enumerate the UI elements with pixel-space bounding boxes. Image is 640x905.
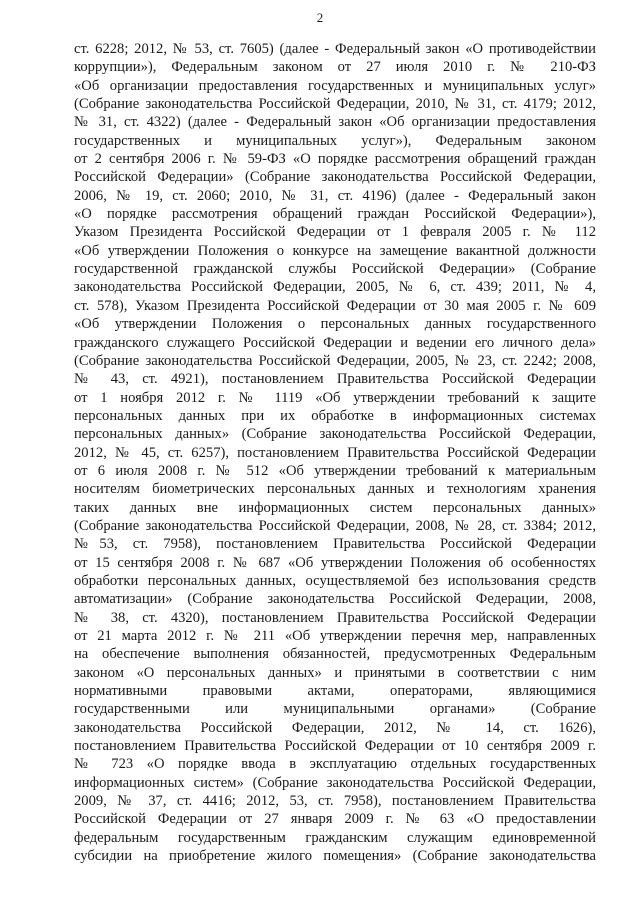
body-text-line: таких данных вне информационных систем персональных данных» <box>74 499 596 516</box>
body-text-line: законом «О персональных данных» и принятыми в соответствии с ним <box>74 664 596 681</box>
body-text-line: автоматизации» (Собрание законодательства Российской Федерации, 2008, <box>74 591 596 608</box>
body-text-line: 2009, № 37, ст. 4416; 2012, 53, ст. 7958), постановлением Правительства <box>74 793 596 810</box>
body-text-line: Указом Президента Российской Федерации от 1 февраля 2005 г. № 112 <box>74 224 596 241</box>
body-text-line: коррупции»), Федеральным законом от 27 июля 2010 г. № 210-ФЗ <box>74 59 596 76</box>
body-text-line: на обеспечение выполнения обязанностей, предусмотренных Федеральным <box>74 646 596 663</box>
body-text-line: нормативными правовыми актами, операторами, являющимися <box>74 683 596 700</box>
document-body-text <box>74 40 596 865</box>
body-text-line: гражданского служащего Российской Федерации и ведении его личного дела» <box>74 334 596 351</box>
body-text-line: обработки персональных данных, осуществляемой без использования средств <box>74 572 596 589</box>
body-text-line: от 6 июля 2008 г. № 512 «Об утверждении требований к материальным <box>74 462 596 479</box>
body-text-line: № 43, ст. 4921), постановлением Правительства Российской Федерации <box>74 371 596 388</box>
body-text-line: № 723 «О порядке ввода в эксплуатацию отдельных государственных <box>74 756 596 773</box>
body-text-line: Российской Федерации» (Собрание законодательства Российской Федерации, <box>74 169 596 186</box>
body-text-line: «О порядке рассмотрения обращений граждан Российской Федерации»), <box>74 206 596 223</box>
body-text-line: персональных данных при их обработке в информационных системах <box>74 407 596 424</box>
body-text-line: (Собрание законодательства Российской Федерации, 2008, № 28, ст. 3384; 2012, <box>74 517 596 534</box>
body-text-line: «Об утверждении Положения о персональных данных государственного <box>74 316 596 333</box>
body-text-line: информационных систем» (Собрание законодательства Российской Федерации, <box>74 774 596 791</box>
body-text-line: от 2 сентября 2006 г. № 59-ФЗ «О порядке рассмотрения обращений граждан <box>74 151 596 168</box>
body-text-line: ст. 578), Указом Президента Российской Федерации от 30 мая 2005 г. № 609 <box>74 297 596 314</box>
body-text-line: от 21 марта 2012 г. № 211 «Об утверждении перечня мер, направленных <box>74 628 596 644</box>
body-text-line: № 38, ст. 4320), постановлением Правительства Российской Федерации <box>74 609 596 626</box>
body-text-line: № 31, ст. 4322) (далее - Федеральный закон «Об организации предоставления <box>74 114 596 131</box>
body-text-line: законодательства Российской Федерации, 2012, № 14, ст. 1626), <box>74 719 596 736</box>
body-text-line: от 15 сентября 2008 г. № 687 «Об утверждении Положения об особенностях <box>74 554 596 571</box>
body-text-line: от 1 ноября 2012 г. № 1119 «Об утверждении требований к защите <box>74 389 596 406</box>
body-text-line: государственной гражданской службы Российской Федерации» (Собрание <box>74 261 596 278</box>
body-text-line: (Собрание законодательства Российской Федерации, 2010, № 31, ст. 4179; 2012, <box>74 96 596 113</box>
body-text-line: «Об организации предоставления государственных и муниципальных услуг» <box>74 77 596 94</box>
body-text-line: субсидии на приобретение жилого помещения» (Собрание законодательства <box>74 848 596 865</box>
body-text-line: федеральным государственным гражданским служащим единовременной <box>74 829 596 846</box>
page-number: 2 <box>316 10 324 25</box>
body-text-line: государственных и муниципальных услуг»), Федеральным законом <box>74 132 596 149</box>
body-text-line: носителям биометрических персональных данных и технологиям хранения <box>74 481 596 498</box>
body-text-line: постановлением Правительства Российской Федерации от 10 сентября 2009 г. <box>74 738 596 755</box>
body-text-line: 2006, № 19, ст. 2060; 2010, № 31, ст. 4196) (далее - Федеральный закон <box>74 187 596 204</box>
body-text-line: №53, ст. 7958), постановлением Правительства Российской Федерации <box>74 536 596 553</box>
body-text-line: «Об утверждении Положения о конкурсе на замещение вакантной должности <box>74 242 596 259</box>
body-text-line: государственными или муниципальными органами» (Собрание <box>74 701 596 718</box>
body-text-line: 2012, № 45, ст. 6257), постановлением Правительства Российской Федерации <box>74 444 596 461</box>
body-text-line: Российской Федерации от 27 января 2009 г. № 63 «О предоставлении <box>74 811 596 828</box>
body-text-line: законодательства Российской Федерации, 2005, № 6, ст. 439; 2011, № 4, <box>74 279 596 296</box>
body-text-line: (Собрание законодательства Российской Федерации, 2005, № 23, ст. 2242; 2008, <box>74 352 596 369</box>
body-text-line: персональных данных» (Собрание законодательства Российской Федерации, <box>74 426 596 443</box>
body-text-line: ст. 6228; 2012, № 53, ст. 7605) (далее - Федеральный закон «О противодействии <box>74 41 596 57</box>
